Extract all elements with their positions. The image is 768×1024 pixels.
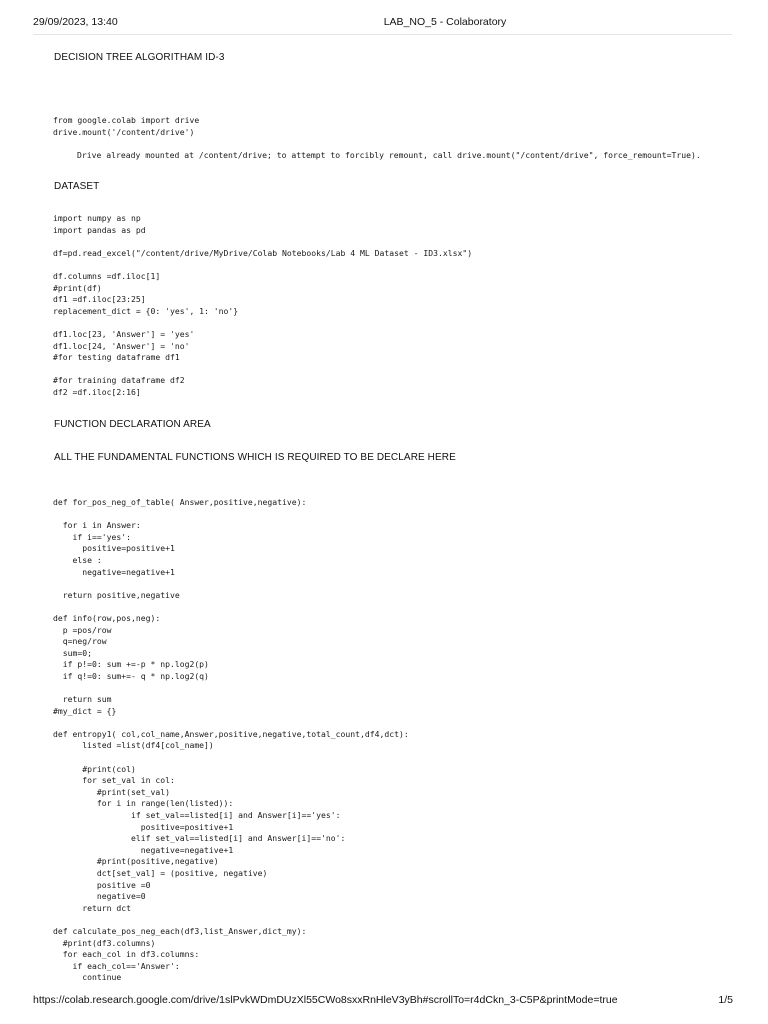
- code-cell-dataset[interactable]: import numpy as np import pandas as pd df=pd.read_excel("/content/drive/MyDrive/Colab Notebooks/Lab 4 ML Dataset - ID3.xlsx") df.columns =df.iloc[1] #print(df) df1 =df.iloc[23:25] replacement_dict = {0: 'yes', 1: 'no'} df1.loc[23, 'Answer'] = 'yes' df1.loc[24, 'Answer'] = 'no' #for testing dataframe df1 #for training dataframe df2 df2 =df.iloc[2:16]: [53, 213, 473, 397]
- notebook-title: LAB_NO_5 - Colaboratory: [383, 16, 507, 28]
- heading-dataset: DATASET: [54, 181, 100, 192]
- code-cell-mount[interactable]: from google.colab import drive drive.mount('/content/drive'): [53, 115, 200, 137]
- page-url: https://colab.research.google.com/drive/1slPvkWDmDUzXl55CWo8sxxRnHleV3yBh#scrollTo=r4dCkn_3-C5P&printMode=true: [33, 994, 618, 1006]
- code-cell-functions[interactable]: def for_pos_neg_of_table( Answer,positive,negative): for i in Answer: if i=='yes': positive=positive+1 else : negative=negative+1 return positive,negative def info(row,pos,neg): p =pos/row q=neg/row sum=0; if p!=0: sum +=-p * np.log2(p) if q!=0: sum+=- q * np.log2(q) return sum #my_dict = {} def entropy1( col,col_name,Answer,positive,negative,total_count,df4,dct): listed =list(df4[col_name]) #print(col) for set_val in col: #print(set_val) for i in range(len(listed)): if set_val==listed[i] and Answer[i]=='yes': positive=positive+1 elif set_val==listed[i] and Answer[i]=='no': negative=negative+1 #print(positive,negative) dct[set_val] = (positive, negative) positive =0 negative=0 return dct def calculate_pos_neg_each(df3,list_Answer,dict_my): #print(df3.columns) for each_col in df3.columns: if each_col=='Answer': continue: [53, 497, 409, 983]
- print-datetime: 29/09/2023, 13:40: [33, 16, 118, 28]
- print-footer: [0, 994, 768, 1010]
- page-number: 1/5: [718, 994, 733, 1006]
- header-divider: [33, 34, 732, 35]
- heading-decision-tree: DECISION TREE ALGORITHAM ID-3: [54, 52, 225, 63]
- heading-function-declaration: FUNCTION DECLARATION AREA: [54, 419, 211, 430]
- print-header: [0, 0, 768, 40]
- heading-fundamental-functions: ALL THE FUNDAMENTAL FUNCTIONS WHICH IS REQUIRED TO BE DECLARE HERE: [54, 452, 456, 463]
- output-mount: Drive already mounted at /content/drive; to attempt to forcibly remount, call drive.mount("/content/drive", force_remount=True).: [77, 150, 701, 160]
